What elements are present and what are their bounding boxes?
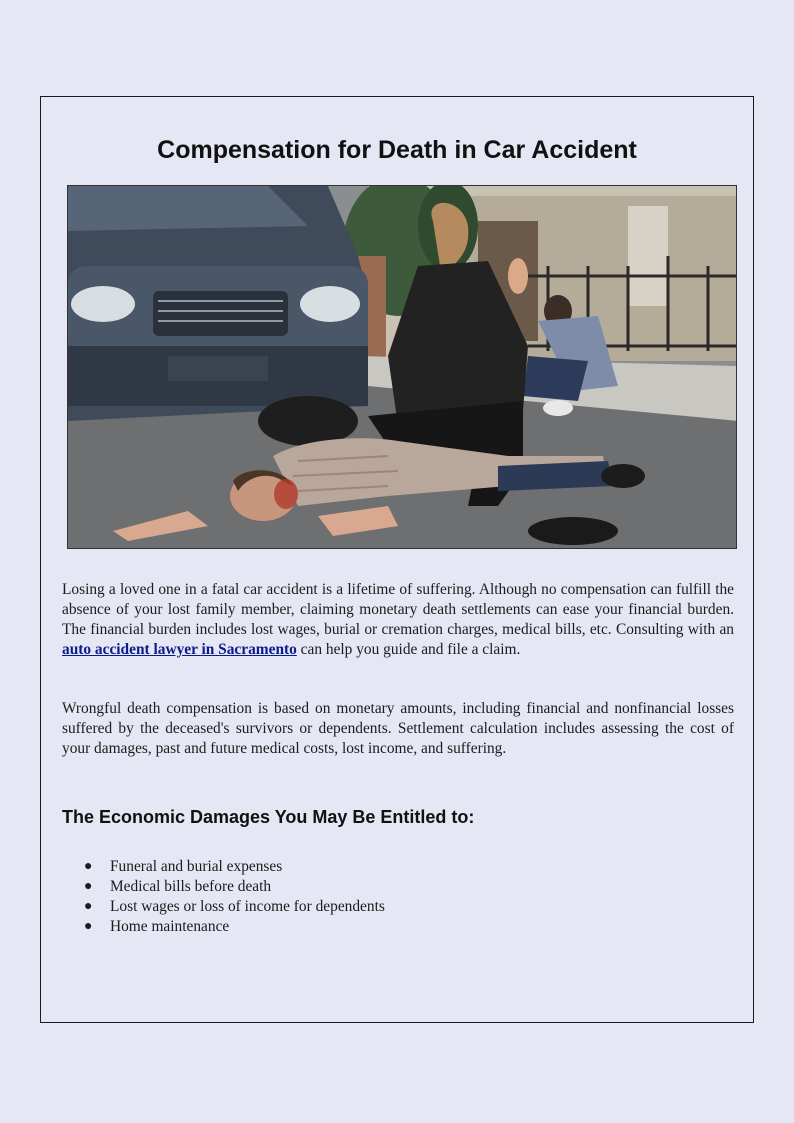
list-item [62,917,385,937]
bullet-icon: ● [84,859,93,874]
damages-heading: The Economic Damages You May Be Entitled to: [62,807,475,827]
compensation-paragraph: Wrongful death compensation is based on monetary amounts, including financial and nonfinancial losses suffered by the deceased's survivors or dependents. Settlement calculation includes assessing the cost of your damages, past and future medical costs, lost income, and suffering. [62,700,734,757]
damages-list [62,857,385,937]
list-item-text: Funeral and burial expenses [110,858,283,875]
bullet-icon: ● [84,879,93,894]
list-item-text: Medical bills before death [110,878,272,895]
list-item-text: Home maintenance [110,918,230,935]
list-item [62,897,385,917]
intro-text-before-link: Losing a loved one in a fatal car accident is a lifetime of suffering. Although no compensation can fulfill the absence of your lost family member, claiming monetary death settlements can ease your financial burden. The financial burden includes lost wages, burial or cremation charges, medical bills, etc. Consulting with an [62,581,734,638]
page-title: Compensation for Death in Car Accident [157,136,637,164]
intro-text-after-link: can help you guide and file a claim. [296,641,521,658]
bullet-icon: ● [84,899,93,914]
list-item [62,877,385,897]
bullet-icon: ● [84,919,93,934]
accident-photo [67,185,737,549]
sacramento-lawyer-link[interactable]: auto accident lawyer in Sacramento [62,641,297,658]
list-item [62,857,385,877]
list-item-text: Lost wages or loss of income for dependents [110,898,385,915]
intro-paragraph [62,580,734,660]
